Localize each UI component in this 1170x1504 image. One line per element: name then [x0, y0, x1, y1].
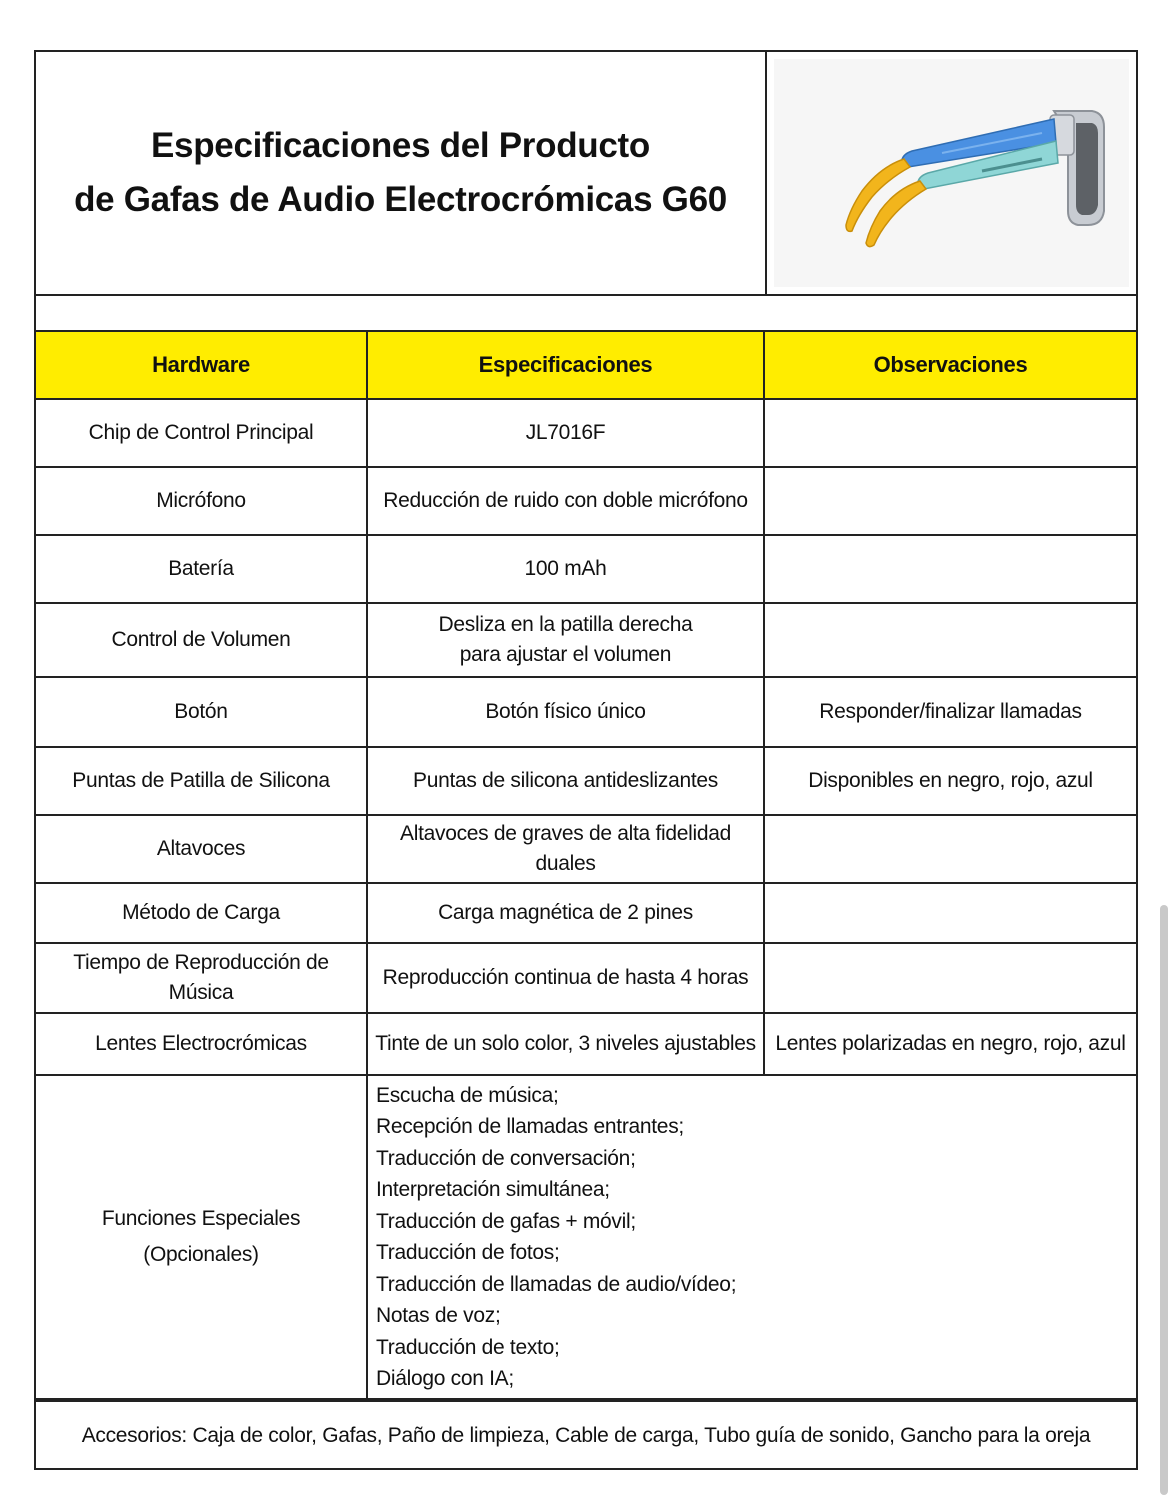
- feature-item: Diálogo con IA;: [376, 1367, 514, 1390]
- table-row: [36, 815, 1136, 883]
- obs-cell: [764, 603, 1136, 677]
- spec-cell: JL7016F: [367, 399, 764, 467]
- hardware-cell: Control de Volumen: [36, 603, 367, 677]
- scrollbar[interactable]: [1156, 0, 1170, 1504]
- obs-cell: [764, 535, 1136, 603]
- column-header-observations: Observaciones: [764, 332, 1136, 399]
- glasses-side-view-icon: [792, 93, 1112, 253]
- spec-cell: Carga magnética de 2 pines: [367, 883, 764, 943]
- product-image: [774, 59, 1129, 287]
- obs-cell: [764, 815, 1136, 883]
- features-row: [36, 1075, 1136, 1399]
- table-row: [36, 943, 1136, 1013]
- obs-cell: [764, 399, 1136, 467]
- hardware-cell: Micrófono: [36, 467, 367, 535]
- table-row: [36, 747, 1136, 815]
- spec-table: [36, 332, 1136, 1400]
- table-row: [36, 603, 1136, 677]
- features-list-cell: [367, 1075, 1136, 1399]
- title-line-2: de Gafas de Audio Electrocrómicas G60: [74, 180, 727, 219]
- spec-cell: Puntas de silicona antideslizantes: [367, 747, 764, 815]
- spec-line-1: Desliza en la patilla derecha: [438, 613, 693, 636]
- feature-item: Notas de voz;: [376, 1304, 501, 1327]
- hardware-cell: Altavoces: [36, 815, 367, 883]
- obs-cell: [764, 883, 1136, 943]
- spec-sheet: [34, 50, 1138, 1470]
- hardware-cell: Batería: [36, 535, 367, 603]
- features-label-line-1: Funciones Especiales: [101, 1207, 301, 1230]
- table-row: [36, 467, 1136, 535]
- sheet-header: [36, 52, 1136, 296]
- feature-item: Recepción de llamadas entrantes;: [376, 1115, 684, 1138]
- feature-item: Traducción de texto;: [376, 1335, 560, 1359]
- obs-cell: [764, 467, 1136, 535]
- table-row: [36, 883, 1136, 943]
- features-label-cell: [36, 1075, 367, 1399]
- obs-cell: Disponibles en negro, rojo, azul: [764, 747, 1136, 815]
- table-row: [36, 677, 1136, 747]
- feature-item: Escucha de música;: [376, 1083, 559, 1107]
- spec-cell: Botón físico único: [367, 677, 764, 747]
- feature-item: Traducción de fotos;: [376, 1241, 560, 1264]
- accessories-footer: Accesorios: Caja de color, Gafas, Paño de limpieza, Cable de carga, Tubo guía de sonido, Gancho para la oreja: [36, 1400, 1136, 1470]
- hardware-cell: Lentes Electrocrómicas: [36, 1013, 367, 1075]
- hardware-cell: Método de Carga: [36, 883, 367, 943]
- obs-cell: Responder/finalizar llamadas: [764, 677, 1136, 747]
- table-header-row: [36, 332, 1136, 399]
- features-label-line-2: (Opcionales): [143, 1243, 259, 1266]
- spec-cell: Altavoces de graves de alta fidelidad duales: [367, 815, 764, 883]
- title-box: [36, 52, 767, 294]
- spec-cell: Reproducción continua de hasta 4 horas: [367, 943, 764, 1013]
- obs-cell: Lentes polarizadas en negro, rojo, azul: [764, 1013, 1136, 1075]
- table-row: [36, 1013, 1136, 1075]
- spec-line-2: para ajustar el volumen: [459, 643, 672, 666]
- hardware-cell: Tiempo de Reproducción de Música: [36, 943, 367, 1013]
- spacer-row: [36, 296, 1136, 332]
- table-row: [36, 399, 1136, 467]
- spec-cell: 100 mAh: [367, 535, 764, 603]
- hardware-cell: Puntas de Patilla de Silicona: [36, 747, 367, 815]
- product-image-box: [767, 52, 1136, 294]
- feature-item: Traducción de conversación;: [376, 1146, 636, 1170]
- feature-item: Interpretación simultánea;: [376, 1178, 610, 1201]
- obs-cell: [764, 943, 1136, 1013]
- hardware-cell: Botón: [36, 677, 367, 747]
- scrollbar-thumb[interactable]: [1160, 905, 1168, 1495]
- hardware-cell: Chip de Control Principal: [36, 399, 367, 467]
- title-line-1: Especificaciones del Producto: [151, 126, 650, 165]
- feature-item: Traducción de llamadas de audio/vídeo;: [376, 1272, 737, 1296]
- feature-item: Traducción de gafas + móvil;: [376, 1209, 636, 1233]
- spec-cell: Reducción de ruido con doble micrófono: [367, 467, 764, 535]
- spec-cell: Tinte de un solo color, 3 niveles ajustables: [367, 1013, 764, 1075]
- table-row: [36, 535, 1136, 603]
- spec-cell: [367, 603, 764, 677]
- column-header-specifications: Especificaciones: [367, 332, 764, 399]
- column-header-hardware: Hardware: [36, 332, 367, 399]
